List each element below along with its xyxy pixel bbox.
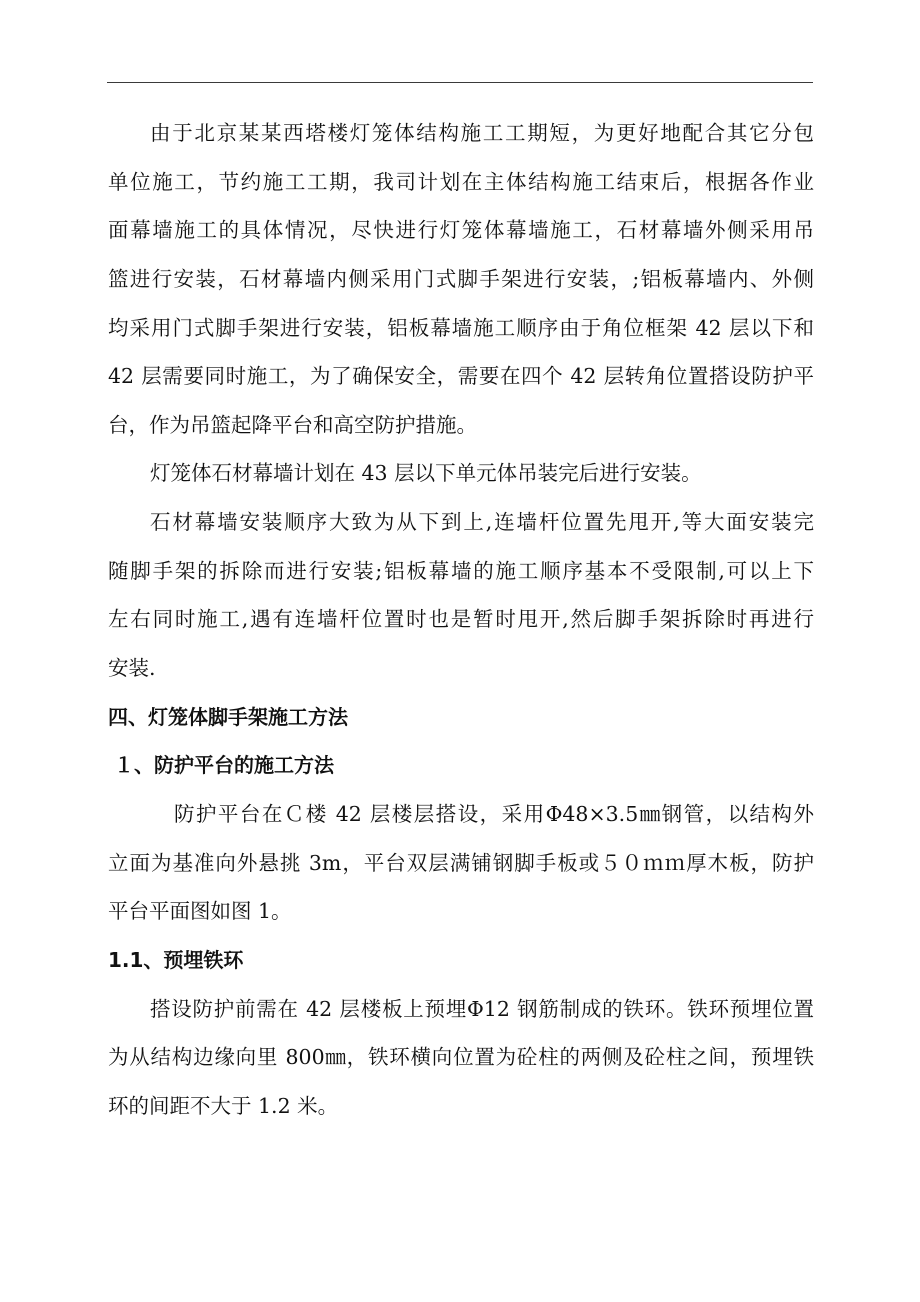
- paragraph-line: 安装.: [108, 656, 156, 681]
- section-heading-4: 四、灯笼体脚手架施工方法: [108, 704, 348, 729]
- paragraph-line: 42 层需要同时施工，为了确保安全，需要在四个 42 层转角位置搭设防护平: [108, 364, 814, 389]
- paragraph-line: 平台平面图如图 1。: [108, 899, 292, 924]
- subsection-heading-4-1-1: 1.1、预埋铁环: [108, 947, 244, 972]
- paragraph-line: 台，作为吊篮起降平台和高空防护措施。: [108, 412, 477, 437]
- header-rule: [107, 82, 813, 83]
- paragraph-line: 搭设防护前需在 42 层楼板上预埋Φ12 钢筋制成的铁环。铁环预埋位置: [150, 996, 814, 1021]
- paragraph-line: 灯笼体石材幕墙计划在 43 层以下单元体吊装完后进行安装。: [150, 461, 702, 486]
- document-body: [108, 118, 814, 1139]
- paragraph-line: 防护平台在Ｃ楼 42 层楼层搭设，采用Φ48×3.5㎜钢管，以结构外: [174, 801, 814, 826]
- paragraph-line: 石材幕墙安装顺序大致为从下到上,连墙杆位置先甩开,等大面安装完: [150, 510, 814, 535]
- paragraph-line: 由于北京某某西塔楼灯笼体结构施工工期短，为更好地配合其它分包: [150, 121, 814, 145]
- paragraph-line: 立面为基准向外悬挑 3m，平台双层满铺钢脚手板或５０ｍｍ厚木板，防护: [108, 850, 814, 875]
- paragraph-line: 左右同时施工,遇有连墙杆位置时也是暂时甩开,然后脚手架拆除时再进行: [108, 607, 814, 632]
- paragraph-line: 单位施工，节约施工工期，我司计划在主体结构施工结束后，根据各作业: [108, 169, 814, 194]
- paragraph-line: 环的间距不大于 1.2 米。: [108, 1093, 339, 1118]
- paragraph-line: 均采用门式脚手架进行安装，铝板幕墙施工顺序由于角位框架 42 层以下和: [108, 315, 814, 340]
- paragraph-line: 随脚手架的拆除而进行安装;铝板幕墙的施工顺序基本不受限制,可以上下: [108, 558, 814, 583]
- paragraph-line: 面幕墙施工的具体情况，尽快进行灯笼体幕墙施工，石材幕墙外侧采用吊: [108, 218, 814, 243]
- paragraph-line: 篮进行安装，石材幕墙内侧采用门式脚手架进行安装，;铝板幕墙内、外侧: [108, 266, 814, 291]
- subsection-heading-4-1: １、防护平台的施工方法: [114, 753, 334, 778]
- paragraph-line: 为从结构边缘向里 800㎜，铁环横向位置为砼柱的两侧及砼柱之间，预埋铁: [108, 1045, 814, 1070]
